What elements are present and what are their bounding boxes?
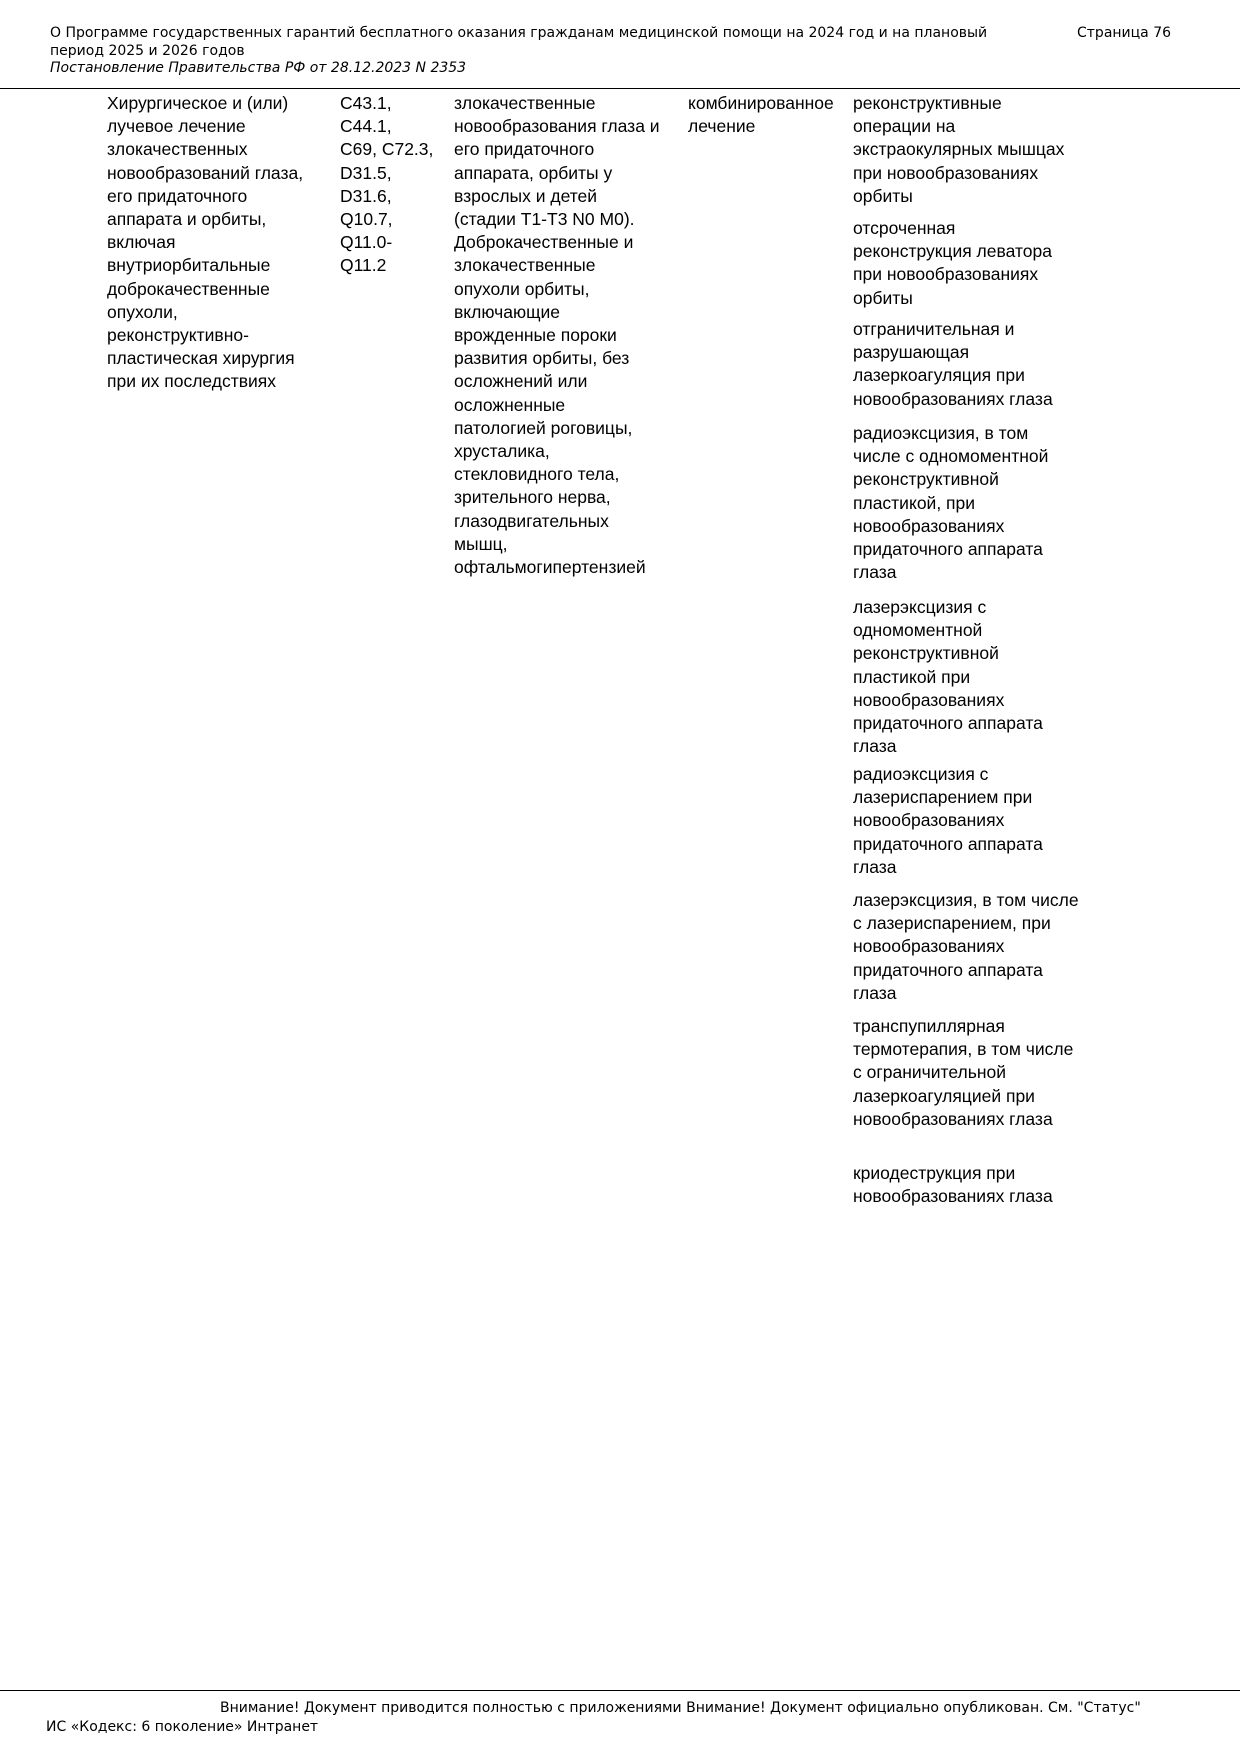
treatment-method-item <box>853 1015 1113 1131</box>
text-line: комбинированное <box>688 93 834 113</box>
text-line: лазерэксцизия, в том числе <box>853 890 1079 910</box>
text-line: новообразований глаза, <box>107 162 304 183</box>
text-line: придаточного аппарата <box>853 959 1043 980</box>
text-line: C43.1, <box>340 93 392 113</box>
text-line: реконструктивно- <box>107 325 249 346</box>
text-line: его придаточного <box>454 139 595 160</box>
text-line: радиоэксцизия с <box>853 764 989 784</box>
text-line: при их последствиях <box>107 371 277 392</box>
document-title: О Программе государственных гарантий бесплатного оказания гражданам медицинской помощи на 2024 год и на плановый период 2025 и 2026 годов <box>50 25 988 59</box>
treatment-method-item <box>853 422 1113 584</box>
text-line: придаточного аппарата <box>853 713 1043 734</box>
text-line: с ограничительной <box>853 1062 1006 1083</box>
text-line: отграничительная и <box>853 319 1015 339</box>
text-line: Q10.7, <box>340 209 393 230</box>
text-line: новообразования глаза и <box>454 116 660 137</box>
text-line: D31.5, <box>340 162 392 183</box>
treatment-method-item <box>853 763 1113 879</box>
text-line: разрушающая <box>853 342 970 363</box>
text-line: лазериспарением при <box>853 787 1033 808</box>
text-line: аппарата, орбиты у <box>454 162 613 183</box>
text-line: офтальмогипертензией <box>454 557 646 578</box>
footer-divider <box>0 1690 1240 1691</box>
treatment-method-item <box>853 318 1113 411</box>
text-line: транспупиллярная <box>853 1016 1005 1036</box>
text-line: с лазериспарением, при <box>853 913 1051 934</box>
text-line: (стадии T1-T3 N0 M0). <box>454 209 635 230</box>
text-line: злокачественные <box>454 93 596 113</box>
text-line: развития орбиты, без <box>454 348 630 369</box>
text-line: врожденные пороки <box>454 325 617 346</box>
text-line: C69, C72.3, <box>340 139 434 160</box>
text-line: реконструкция леватора <box>853 241 1052 262</box>
text-line: криодеструкция при <box>853 1163 1016 1183</box>
text-line: пластикой, при <box>853 492 976 513</box>
text-line: отсроченная <box>853 218 956 238</box>
text-line: хрусталика, <box>454 441 550 462</box>
text-line: аппарата и орбиты, <box>107 209 267 230</box>
text-line: D31.6, <box>340 185 392 206</box>
text-line: пластикой при <box>853 666 971 687</box>
treatment-method-item <box>853 889 1113 1005</box>
text-line: операции на <box>853 116 956 137</box>
text-line: новообразованиях глаза <box>853 1186 1053 1207</box>
text-line: новообразованиях <box>853 936 1005 957</box>
text-line: патологией роговицы, <box>454 417 633 438</box>
text-line: взрослых и детей <box>454 185 598 206</box>
text-line: реконструктивные <box>853 93 1002 113</box>
treatment-method-item <box>853 92 1113 208</box>
text-line: глазодвигательных <box>454 510 609 531</box>
text-line: при новообразованиях <box>853 162 1039 183</box>
text-line: новообразованиях глаза <box>853 388 1053 409</box>
text-line: новообразованиях глаза <box>853 1108 1053 1129</box>
header-divider <box>0 88 1240 89</box>
text-line: злокачественных <box>107 139 248 160</box>
text-line: Хирургическое и (или) <box>107 93 289 113</box>
text-line: новообразованиях <box>853 810 1005 831</box>
text-line: осложненные <box>454 394 566 415</box>
text-line: одномоментной <box>853 620 983 641</box>
text-line: орбиты <box>853 287 913 308</box>
text-line: злокачественные <box>454 255 596 276</box>
text-line: мышц, <box>454 533 508 554</box>
treatment-method-item <box>853 217 1113 310</box>
text-line: стекловидного тела, <box>454 464 620 485</box>
text-line: глаза <box>853 856 897 877</box>
text-line: доброкачественные <box>107 278 270 299</box>
text-line: зрительного нерва, <box>454 487 611 508</box>
text-line: экстраокулярных мышцах <box>853 139 1065 160</box>
treatment-method-item <box>853 1162 1113 1208</box>
text-line: числе с одномоментной <box>853 446 1049 467</box>
footer-system-name: ИС «Кодекс: 6 поколение» Интранет <box>46 1719 319 1735</box>
text-line: орбиты <box>853 185 913 206</box>
text-line: включая <box>107 232 176 253</box>
cell-patient-model <box>454 92 686 579</box>
treatment-method-item <box>853 596 1113 758</box>
text-line: глаза <box>853 982 897 1003</box>
text-line: новообразованиях <box>853 515 1005 536</box>
text-line: лазерэксцизия с <box>853 597 987 617</box>
footer-notice: Внимание! Документ приводится полностью с приложениями Внимание! Документ официально опубликован. См. "Статус" <box>220 1700 1141 1716</box>
text-line: внутриорбитальные <box>107 255 271 276</box>
text-line: лазеркоагуляция при <box>853 365 1025 386</box>
page-number: Страница 76 <box>1077 25 1172 41</box>
text-line: новообразованиях <box>853 689 1005 710</box>
text-line: опухоли орбиты, <box>454 278 590 299</box>
text-line: опухоли, <box>107 301 178 322</box>
text-line: лучевое лечение <box>107 116 246 137</box>
text-line: при новообразованиях <box>853 264 1039 285</box>
text-line: придаточного аппарата <box>853 833 1043 854</box>
cell-icd-codes <box>340 92 450 278</box>
document-subtitle: Постановление Правительства РФ от 28.12.2023 N 2353 <box>50 60 467 76</box>
cell-treatment-type <box>688 92 848 138</box>
text-line: радиоэксцизия, в том <box>853 423 1029 443</box>
text-line: включающие <box>454 301 560 322</box>
text-line: его придаточного <box>107 185 248 206</box>
text-line: придаточного аппарата <box>853 539 1043 560</box>
text-line: Q11.2 <box>340 255 387 276</box>
text-line: C44.1, <box>340 116 392 137</box>
text-line: реконструктивной <box>853 643 999 664</box>
text-line: термотерапия, в том числе <box>853 1039 1074 1060</box>
text-line: глаза <box>853 562 897 583</box>
text-line: пластическая хирургия <box>107 348 295 369</box>
text-line: реконструктивной <box>853 469 999 490</box>
text-line: лазеркоагуляцией при <box>853 1085 1035 1106</box>
text-line: Q11.0- <box>340 232 393 253</box>
text-line: глаза <box>853 736 897 757</box>
text-line: осложнений или <box>454 371 588 392</box>
text-line: лечение <box>688 116 756 137</box>
cell-care-type-name <box>107 92 339 394</box>
text-line: Доброкачественные и <box>454 232 634 253</box>
